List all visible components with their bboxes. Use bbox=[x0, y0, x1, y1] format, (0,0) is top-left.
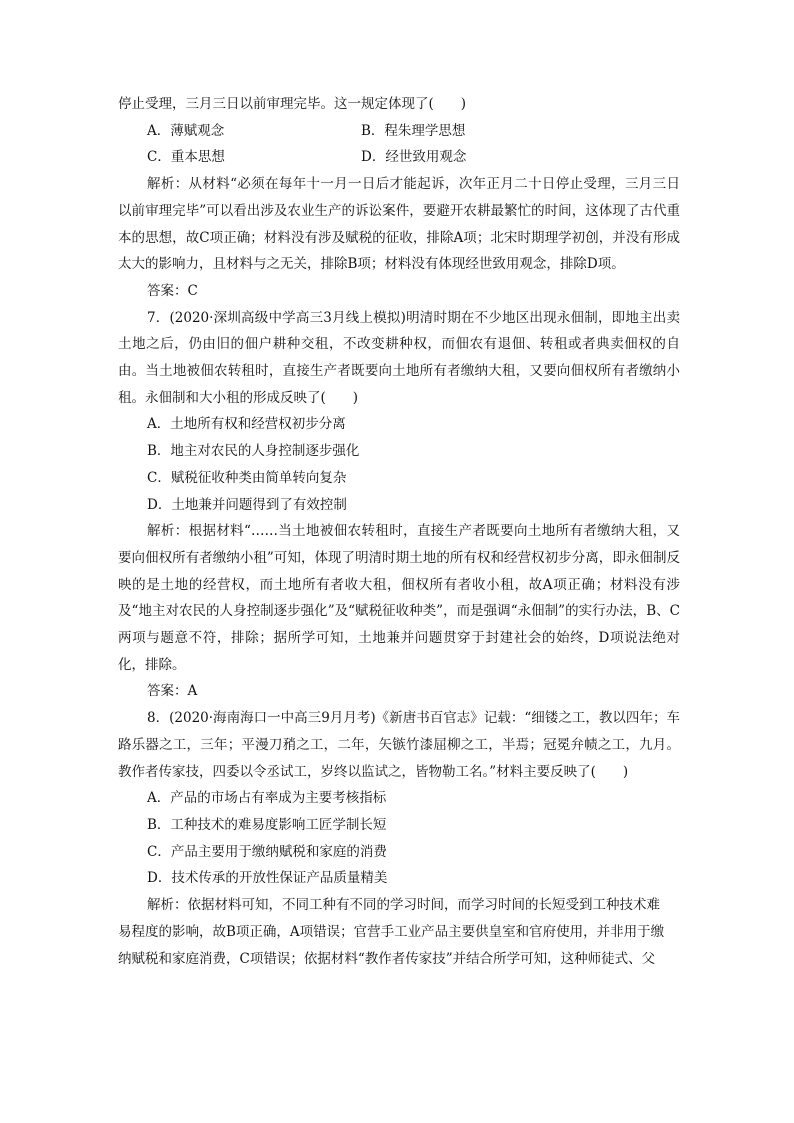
page-content bbox=[118, 91, 680, 972]
q8-option-b: B．工种技术的难易度影响工匠学制长短 bbox=[147, 816, 387, 833]
q7-option-a: A．土地所有权和经营权初步分离 bbox=[147, 416, 346, 433]
q7-stem: 7．(2020·深圳高级中学高三3月线上模拟)明清时期在不少地区出现永佃制，即地主出卖土地之后，仍由旧的佃户耕种交租，不改变耕种权，而佃农有退佃、转租或者典卖佃权的自由。当土地被佃农转租时，直接生产者既要向土地所有者缴纳大租，又要向佃权所有者缴纳小租。永佃制和大小租的形成反映了( ) bbox=[118, 309, 680, 406]
q7-option-b: B．地主对农民的人身控制逐步强化 bbox=[147, 443, 360, 460]
q8-analysis-line-3: 纳赋税和家庭消费，C项错误；依据材料“教作者传家技”并结合所学可知，这种师徒式、父 bbox=[118, 950, 656, 967]
q6-option-c: C．重本思想 bbox=[147, 149, 225, 166]
q6-option-d: D．经世致用观念 bbox=[361, 149, 467, 166]
q6-options-row-1 bbox=[118, 118, 680, 145]
q8-analysis bbox=[118, 892, 680, 972]
q8-option-a: A．产品的市场占有率成为主要考核指标 bbox=[147, 790, 387, 807]
q8-analysis-line-2: 易程度的影响，故B项正确，A项错误；官营手工业产品主要供皇室和官府使用，并非用于缴 bbox=[118, 923, 665, 940]
q7-analysis: 解析：根据材料“……当土地被佃农转租时，直接生产者既要向土地所有者缴纳大租，又要向佃权所有者缴纳小租”可知，体现了明清时期土地的所有权和经营权初步分离，即永佃制反映的是土地的经营权，而土地所有者收大租，佃权所有者收小租，故A项正确；材料没有涉及“地主对农民的人身控制逐步强化”及“赋税征收种类”，而是强调“永佃制”的实行办法，B、C两项与题意不符，排除；据所学可知，土地兼并问题贯穿于封建社会的始终，D项说法绝对化，排除。 bbox=[118, 523, 680, 673]
q6-analysis: 解析：从材料“必须在每年十一月一日后才能起诉，次年正月二十日停止受理，三月三日以前审理完毕”可以看出涉及农业生产的诉讼案件，要避开农耕最繁忙的时间，这体现了古代重本的思想，故C项正确；材料没有涉及赋税的征收，排除A项；北宋时期理学初创，并没有形成太大的影响力，且材料与之无关，排除B项；材料没有体现经世致用观念，排除D项。 bbox=[118, 176, 680, 273]
q6-option-a: A．薄赋观念 bbox=[147, 122, 225, 139]
q8-option-d: D．技术传承的开放性保证产品质量精美 bbox=[147, 870, 388, 887]
q6-options-row-2 bbox=[118, 144, 680, 171]
q6-answer: 答案：C bbox=[147, 282, 198, 299]
q8-analysis-line-1: 解析：依据材料可知，不同工种有不同的学习时间，而学习时间的长短受到工种技术难 bbox=[147, 897, 660, 914]
q7-option-d: D．土地兼并问题得到了有效控制 bbox=[147, 496, 347, 513]
q8-option-c: C．产品主要用于缴纳赋税和家庭的消费 bbox=[147, 843, 387, 860]
q6-stem-tail: 停止受理，三月三日以前审理完毕。这一规定体现了( ) bbox=[118, 96, 467, 112]
q8-stem: 8．(2020·海南海口一中高三9月月考)《新唐书百官志》记载：“细镂之工，教以四年；车路乐器之工，三年；平漫刀矟之工，二年，矢镞竹漆屈柳之工，半焉；冠冕弁帻之工，九月。教作者传家技，四委以令丞试工，岁终以监试之，皆物勒工名。”材料主要反映了( ) bbox=[118, 710, 680, 780]
q7-answer: 答案：A bbox=[147, 683, 198, 700]
q7-option-c: C．赋税征收种类由简单转向复杂 bbox=[147, 469, 347, 486]
q6-option-b: B．程朱理学思想 bbox=[361, 122, 466, 139]
